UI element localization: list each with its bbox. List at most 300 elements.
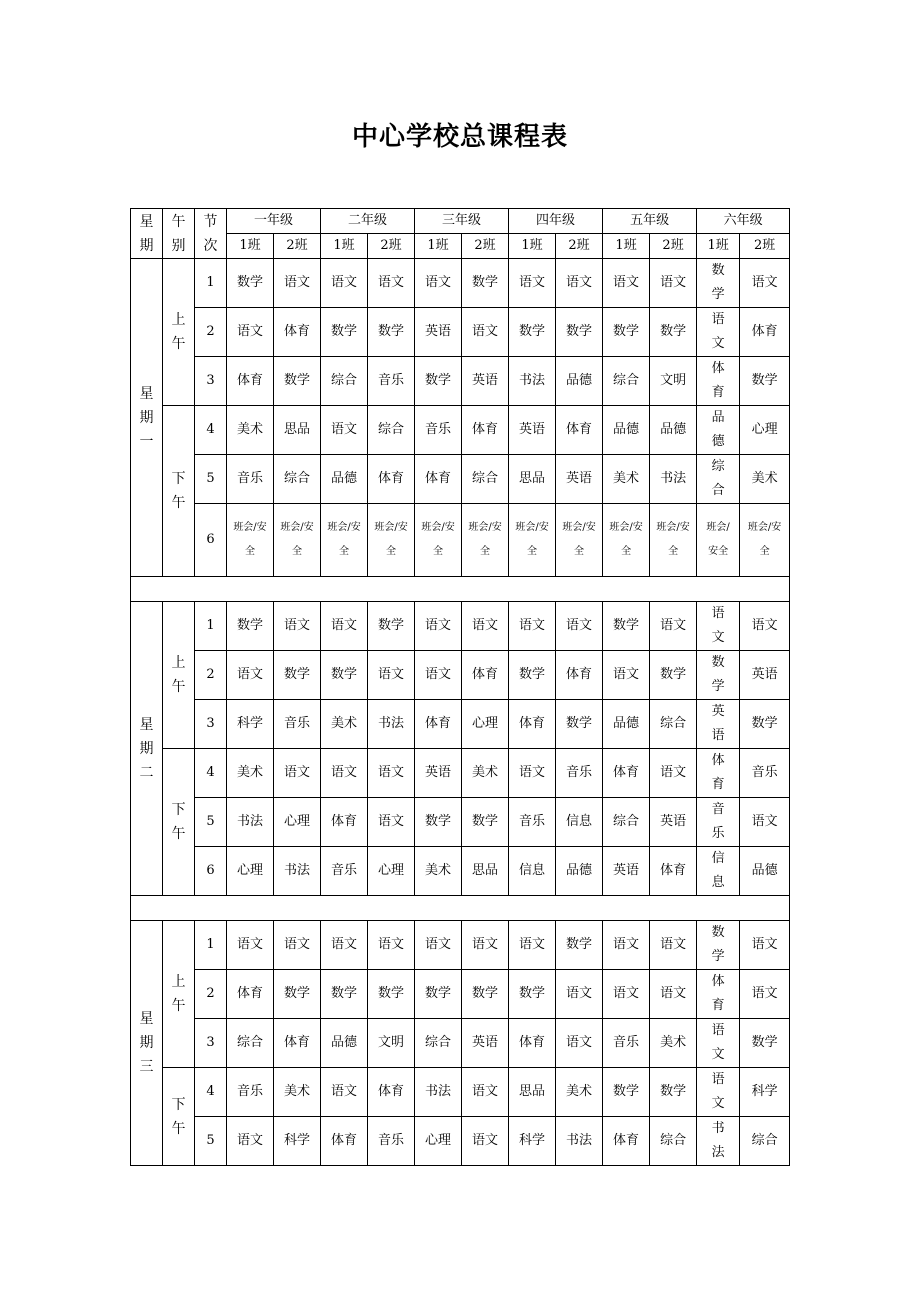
lesson-number-text: 4 xyxy=(206,422,215,437)
course-cell-text: 书法 xyxy=(711,1121,725,1160)
table-row xyxy=(131,749,790,798)
course-cell-text: 体育 xyxy=(284,1035,311,1050)
course-cell-text: 数学 xyxy=(284,986,311,1001)
course-cell-text: 语文 xyxy=(613,667,640,682)
course-cell-text: 语文 xyxy=(566,275,593,290)
course-cell xyxy=(415,921,462,970)
course-cell-text: 数学 xyxy=(751,373,778,388)
header-weekday xyxy=(131,209,163,259)
course-cell-text: 科学 xyxy=(236,716,263,731)
course-cell-text: 数学 xyxy=(613,618,640,633)
course-cell-text: 音乐 xyxy=(519,814,546,829)
course-cell xyxy=(556,504,603,577)
course-cell xyxy=(556,700,603,749)
course-cell xyxy=(368,357,415,406)
course-cell-text: 品德 xyxy=(613,422,640,437)
course-cell xyxy=(368,1068,415,1117)
course-cell-text: 语文 xyxy=(519,937,546,952)
course-cell xyxy=(509,1019,556,1068)
course-cell xyxy=(227,504,274,577)
table-row xyxy=(131,1019,790,1068)
course-cell-text: 美术 xyxy=(613,471,640,486)
course-cell xyxy=(650,357,697,406)
period-morning xyxy=(163,602,195,749)
separator-cell xyxy=(131,896,790,921)
course-cell xyxy=(650,504,697,577)
separator-cell xyxy=(131,577,790,602)
course-cell-text: 音乐 xyxy=(236,471,263,486)
course-cell-text: 语文 xyxy=(660,275,687,290)
course-cell xyxy=(556,1117,603,1166)
course-cell-text: 体育 xyxy=(378,471,405,486)
weekday-cell xyxy=(131,921,163,1166)
course-cell xyxy=(650,406,697,455)
lesson-number xyxy=(195,749,227,798)
course-cell-text: 英语 xyxy=(472,1035,499,1050)
course-cell xyxy=(650,602,697,651)
course-cell-text: 数学 xyxy=(566,716,593,731)
course-cell xyxy=(415,1068,462,1117)
course-cell xyxy=(368,847,415,896)
table-row xyxy=(131,921,790,970)
course-cell xyxy=(415,357,462,406)
course-cell xyxy=(556,455,603,504)
course-cell-text: 数学 xyxy=(284,667,311,682)
course-cell xyxy=(603,455,650,504)
course-cell xyxy=(321,749,368,798)
course-cell-text: 语文 xyxy=(236,667,263,682)
course-cell xyxy=(462,308,509,357)
course-cell-text: 语文 xyxy=(378,937,405,952)
course-cell-text: 语文 xyxy=(472,937,499,952)
period-afternoon xyxy=(163,406,195,577)
course-cell-text: 语文 xyxy=(472,1133,499,1148)
header-class-text: 2班 xyxy=(753,238,776,253)
course-cell-text: 书法 xyxy=(378,716,405,731)
lesson-number xyxy=(195,259,227,308)
lesson-number-text: 4 xyxy=(206,765,215,780)
header-grade-text: 二年级 xyxy=(348,213,388,228)
course-cell-text: 美术 xyxy=(660,1035,687,1050)
course-cell-text: 科学 xyxy=(751,1084,778,1099)
table-row xyxy=(131,308,790,357)
course-cell xyxy=(415,1117,462,1166)
course-cell xyxy=(368,651,415,700)
course-cell-text: 美术 xyxy=(236,765,263,780)
course-cell xyxy=(697,455,740,504)
course-cell xyxy=(368,308,415,357)
course-cell xyxy=(556,406,603,455)
course-cell xyxy=(740,970,790,1019)
course-cell xyxy=(650,1019,697,1068)
course-cell-text: 班会/安全 xyxy=(706,522,730,557)
course-cell-text: 英语 xyxy=(751,667,778,682)
course-cell-text: 美术 xyxy=(331,716,358,731)
course-cell xyxy=(650,847,697,896)
course-cell-text: 班会/安全 xyxy=(609,522,643,557)
course-cell xyxy=(603,921,650,970)
course-cell xyxy=(274,798,321,847)
course-cell-text: 语文 xyxy=(425,667,452,682)
course-cell-text: 语文 xyxy=(613,275,640,290)
course-cell-text: 数学 xyxy=(660,324,687,339)
lesson-number xyxy=(195,406,227,455)
course-cell-text: 语文 xyxy=(472,324,499,339)
header-row-grades xyxy=(131,209,790,234)
course-cell-text: 语文 xyxy=(711,606,725,645)
lesson-number-text: 3 xyxy=(206,1035,215,1050)
course-cell xyxy=(321,798,368,847)
course-cell xyxy=(509,651,556,700)
lesson-number-text: 5 xyxy=(206,814,215,829)
course-cell-text: 音乐 xyxy=(331,863,358,878)
course-cell xyxy=(509,700,556,749)
course-cell xyxy=(227,406,274,455)
course-cell-text: 英语 xyxy=(613,863,640,878)
course-cell-text: 语文 xyxy=(660,618,687,633)
course-cell-text: 科学 xyxy=(519,1133,546,1148)
course-cell-text: 语文 xyxy=(331,618,358,633)
course-cell-text: 音乐 xyxy=(236,1084,263,1099)
course-cell xyxy=(227,357,274,406)
course-cell xyxy=(556,357,603,406)
period-morning-text: 上午 xyxy=(171,655,186,695)
course-cell-text: 语文 xyxy=(711,1072,725,1111)
course-cell xyxy=(274,700,321,749)
course-cell xyxy=(740,1068,790,1117)
course-cell xyxy=(415,1019,462,1068)
header-class xyxy=(697,234,740,259)
course-cell xyxy=(650,259,697,308)
header-class-text: 2班 xyxy=(380,238,402,253)
header-grade xyxy=(509,209,603,234)
course-cell-text: 班会/安全 xyxy=(515,522,549,557)
course-cell xyxy=(321,504,368,577)
header-grade-text: 一年级 xyxy=(254,213,294,228)
header-class xyxy=(740,234,790,259)
course-cell-text: 书法 xyxy=(519,373,546,388)
course-cell xyxy=(274,1068,321,1117)
course-cell-text: 心理 xyxy=(236,863,263,878)
lesson-number xyxy=(195,1117,227,1166)
course-cell-text: 美术 xyxy=(472,765,499,780)
course-cell-text: 综合 xyxy=(613,373,640,388)
lesson-number-text: 4 xyxy=(206,1084,215,1099)
course-cell xyxy=(603,1117,650,1166)
course-cell-text: 语文 xyxy=(284,765,311,780)
course-cell-text: 体育 xyxy=(519,1035,546,1050)
course-cell-text: 英语 xyxy=(425,324,452,339)
course-cell xyxy=(556,259,603,308)
course-cell-text: 语文 xyxy=(284,275,311,290)
lesson-number xyxy=(195,504,227,577)
header-class-text: 2班 xyxy=(474,238,496,253)
course-cell xyxy=(462,1019,509,1068)
course-cell xyxy=(603,357,650,406)
course-cell xyxy=(227,700,274,749)
course-cell xyxy=(227,602,274,651)
day-separator xyxy=(131,577,790,602)
course-cell-text: 心理 xyxy=(472,716,499,731)
course-cell xyxy=(321,970,368,1019)
course-cell-text: 数学 xyxy=(425,814,452,829)
header-grade xyxy=(415,209,509,234)
course-cell xyxy=(650,798,697,847)
header-class-text: 1班 xyxy=(615,238,637,253)
course-cell xyxy=(462,921,509,970)
course-cell xyxy=(415,798,462,847)
course-cell-text: 综合 xyxy=(751,1133,778,1148)
course-cell-text: 班会/安全 xyxy=(562,522,596,557)
period-morning xyxy=(163,921,195,1068)
course-cell-text: 综合 xyxy=(284,471,311,486)
course-cell-text: 数学 xyxy=(331,667,358,682)
course-cell-text: 英语 xyxy=(425,765,452,780)
course-cell xyxy=(740,651,790,700)
header-class-text: 1班 xyxy=(707,238,729,253)
header-class-text: 1班 xyxy=(521,238,543,253)
course-cell-text: 数学 xyxy=(566,937,593,952)
course-cell xyxy=(603,749,650,798)
course-cell xyxy=(274,921,321,970)
course-cell xyxy=(274,1019,321,1068)
course-cell xyxy=(368,259,415,308)
course-cell xyxy=(740,406,790,455)
course-cell xyxy=(509,602,556,651)
course-cell-text: 英语 xyxy=(566,471,593,486)
course-cell xyxy=(603,1068,650,1117)
course-cell-text: 体育 xyxy=(472,667,499,682)
course-cell xyxy=(415,406,462,455)
course-cell xyxy=(274,1117,321,1166)
course-cell xyxy=(650,455,697,504)
table-row xyxy=(131,1117,790,1166)
course-cell xyxy=(603,847,650,896)
course-cell-text: 心理 xyxy=(284,814,311,829)
header-class xyxy=(462,234,509,259)
course-cell-text: 品德 xyxy=(660,422,687,437)
course-cell xyxy=(509,798,556,847)
course-cell xyxy=(321,259,368,308)
course-cell xyxy=(603,798,650,847)
course-cell xyxy=(603,406,650,455)
course-cell xyxy=(321,921,368,970)
lesson-number-text: 5 xyxy=(206,471,215,486)
course-cell-text: 综合 xyxy=(660,716,687,731)
course-cell-text: 数学 xyxy=(613,324,640,339)
course-cell-text: 信息 xyxy=(711,851,725,890)
course-cell-text: 体育 xyxy=(751,324,778,339)
course-cell-text: 语文 xyxy=(519,765,546,780)
course-cell xyxy=(227,1117,274,1166)
header-class xyxy=(415,234,462,259)
course-cell-text: 语文 xyxy=(331,1084,358,1099)
course-cell xyxy=(321,455,368,504)
course-cell xyxy=(556,921,603,970)
course-cell xyxy=(227,259,274,308)
course-cell-text: 班会/安全 xyxy=(374,522,408,557)
course-cell xyxy=(650,651,697,700)
course-cell xyxy=(462,1117,509,1166)
course-cell-text: 语文 xyxy=(472,618,499,633)
course-cell-text: 体育 xyxy=(613,1133,640,1148)
course-cell xyxy=(740,357,790,406)
course-cell-text: 数学 xyxy=(472,275,499,290)
course-cell xyxy=(556,308,603,357)
day-separator xyxy=(131,896,790,921)
period-afternoon-text: 下午 xyxy=(171,802,186,842)
course-cell-text: 数学 xyxy=(472,814,499,829)
table-row xyxy=(131,700,790,749)
header-class xyxy=(368,234,415,259)
course-cell xyxy=(274,847,321,896)
course-cell-text: 语文 xyxy=(566,1035,593,1050)
course-cell xyxy=(697,504,740,577)
course-cell xyxy=(415,970,462,1019)
course-cell xyxy=(650,749,697,798)
course-cell-text: 体育 xyxy=(519,716,546,731)
course-cell xyxy=(321,847,368,896)
course-cell xyxy=(321,700,368,749)
course-cell xyxy=(274,651,321,700)
course-cell-text: 班会/安全 xyxy=(747,522,782,557)
header-lesson-text: 节次 xyxy=(203,213,218,254)
course-cell-text: 数学 xyxy=(425,373,452,388)
course-cell xyxy=(740,602,790,651)
course-cell xyxy=(740,1117,790,1166)
course-cell xyxy=(368,970,415,1019)
course-cell xyxy=(368,798,415,847)
course-cell-text: 音乐 xyxy=(378,373,405,388)
course-cell-text: 品德 xyxy=(331,1035,358,1050)
header-class xyxy=(650,234,697,259)
course-cell-text: 语文 xyxy=(660,937,687,952)
lesson-number xyxy=(195,357,227,406)
course-cell xyxy=(697,1019,740,1068)
course-cell xyxy=(603,651,650,700)
weekday-cell xyxy=(131,602,163,896)
course-cell xyxy=(415,308,462,357)
course-cell xyxy=(740,847,790,896)
course-cell-text: 音乐 xyxy=(378,1133,405,1148)
course-cell xyxy=(415,700,462,749)
table-row xyxy=(131,259,790,308)
course-cell xyxy=(274,308,321,357)
header-class xyxy=(227,234,274,259)
lesson-number-text: 2 xyxy=(206,324,215,339)
lesson-number-text: 1 xyxy=(206,618,215,633)
course-cell xyxy=(556,798,603,847)
lesson-number xyxy=(195,921,227,970)
course-cell-text: 综合 xyxy=(236,1035,263,1050)
header-class-text: 2班 xyxy=(286,238,308,253)
header-row-classes xyxy=(131,234,790,259)
course-cell-text: 数学 xyxy=(519,324,546,339)
course-cell xyxy=(697,406,740,455)
course-cell xyxy=(462,847,509,896)
course-cell-text: 品德 xyxy=(711,410,725,449)
course-cell-text: 数学 xyxy=(284,373,311,388)
period-morning xyxy=(163,259,195,406)
course-cell-text: 体育 xyxy=(236,373,263,388)
course-cell-text: 数学 xyxy=(660,1084,687,1099)
course-cell xyxy=(697,602,740,651)
course-cell xyxy=(697,259,740,308)
course-cell xyxy=(650,1068,697,1117)
course-cell-text: 语文 xyxy=(751,986,778,1001)
course-cell-text: 班会/安全 xyxy=(656,522,690,557)
course-cell-text: 文明 xyxy=(660,373,687,388)
header-class-text: 2班 xyxy=(568,238,590,253)
course-cell xyxy=(227,1068,274,1117)
period-afternoon-text: 下午 xyxy=(171,471,186,511)
course-cell-text: 数学 xyxy=(711,655,725,694)
course-cell-text: 语文 xyxy=(613,986,640,1001)
course-cell-text: 心理 xyxy=(425,1133,452,1148)
course-cell-text: 品德 xyxy=(566,863,593,878)
table-row xyxy=(131,504,790,577)
course-cell xyxy=(556,1019,603,1068)
header-class-text: 2班 xyxy=(662,238,684,253)
course-cell-text: 语文 xyxy=(711,312,725,351)
course-cell-text: 数学 xyxy=(751,716,778,731)
course-cell-text: 语文 xyxy=(613,937,640,952)
table-row xyxy=(131,357,790,406)
course-cell-text: 语文 xyxy=(378,765,405,780)
course-cell xyxy=(697,847,740,896)
course-cell-text: 数学 xyxy=(711,263,725,302)
course-cell-text: 英语 xyxy=(660,814,687,829)
course-cell-text: 体育 xyxy=(378,1084,405,1099)
lesson-number-text: 6 xyxy=(206,532,215,547)
course-cell-text: 美术 xyxy=(751,471,778,486)
course-cell-text: 数学 xyxy=(519,986,546,1001)
course-cell-text: 品德 xyxy=(566,373,593,388)
course-cell xyxy=(697,798,740,847)
course-cell-text: 数学 xyxy=(236,618,263,633)
course-cell xyxy=(274,749,321,798)
course-cell xyxy=(227,455,274,504)
course-cell-text: 体育 xyxy=(425,716,452,731)
course-cell xyxy=(462,700,509,749)
course-cell-text: 语文 xyxy=(425,275,452,290)
course-cell xyxy=(697,970,740,1019)
course-cell xyxy=(556,602,603,651)
course-cell-text: 语文 xyxy=(331,937,358,952)
course-cell-text: 语文 xyxy=(660,986,687,1001)
page-title: 中心学校总课程表 xyxy=(351,122,568,152)
course-cell xyxy=(462,651,509,700)
course-cell xyxy=(227,1019,274,1068)
course-cell xyxy=(556,749,603,798)
course-cell xyxy=(368,921,415,970)
course-cell xyxy=(462,1068,509,1117)
course-cell xyxy=(274,259,321,308)
course-cell xyxy=(603,259,650,308)
course-cell-text: 综合 xyxy=(613,814,640,829)
table-row xyxy=(131,455,790,504)
course-cell xyxy=(603,602,650,651)
course-cell xyxy=(509,259,556,308)
course-cell xyxy=(697,921,740,970)
lesson-number-text: 3 xyxy=(206,373,215,388)
course-cell-text: 思品 xyxy=(519,1084,546,1099)
course-cell-text: 语文 xyxy=(751,618,778,633)
course-cell-text: 数学 xyxy=(236,275,263,290)
course-cell xyxy=(462,602,509,651)
course-cell-text: 综合 xyxy=(711,459,725,498)
course-cell-text: 数学 xyxy=(378,324,405,339)
